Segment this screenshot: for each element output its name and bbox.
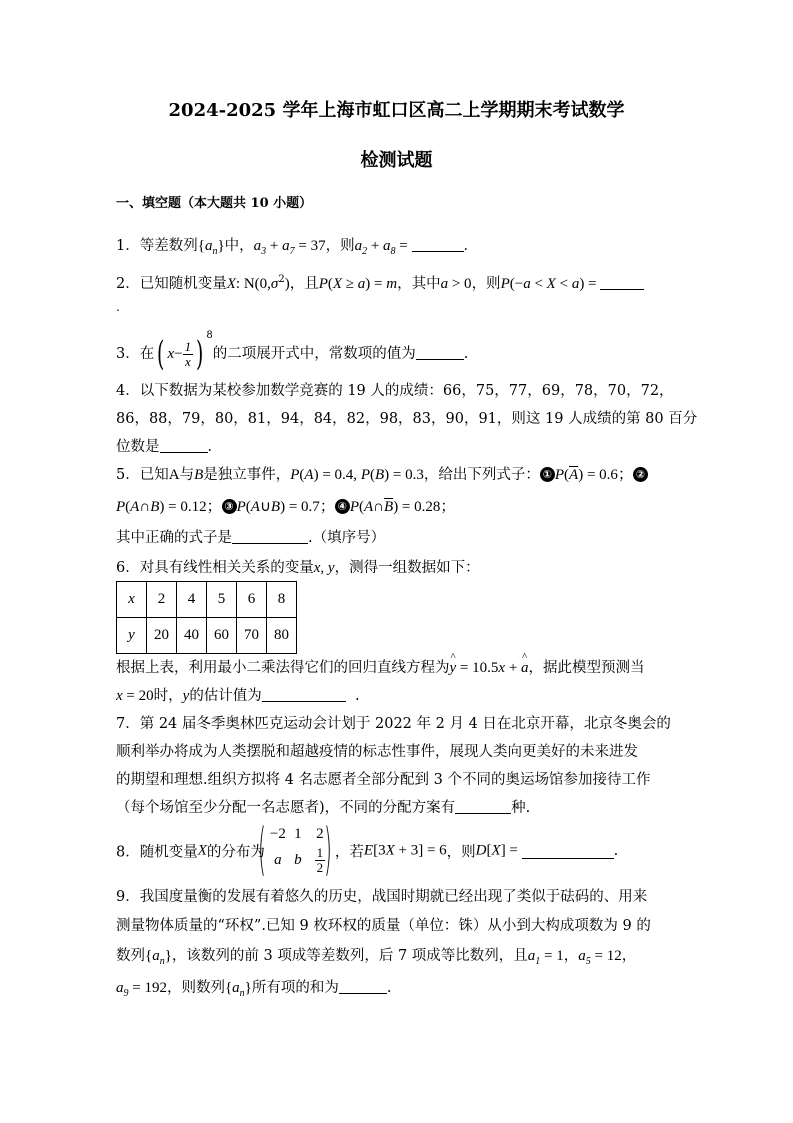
- answer-blank[interactable]: [600, 275, 644, 290]
- question-6-after2: x = 20时，y的估计值为 .: [116, 688, 360, 704]
- question-5-line2: P(A∩B) = 0.12； ③ P(A∪B) = 0.7； ④ $P(A\cap\overline{B}) = 0.28$；: [116, 499, 456, 515]
- table-cell: 5: [207, 582, 237, 618]
- table-cell: 4: [177, 582, 207, 618]
- section-heading: 一、填空题（本大题共 10 小题）: [116, 196, 313, 211]
- question-4-line3: 位数是 ．: [116, 439, 222, 455]
- question-4-line2: 86，88，79，80，81，94，84，82，98，83，90，91，则这 19 人成绩的第 80 百分: [116, 411, 698, 427]
- question-6: 6．对具有线性相关关系的变量x, y，测得一组数据如下：: [116, 560, 480, 576]
- table-cell: x: [117, 582, 147, 618]
- distribution-matrix: ( −2 1 2 a b $\frac{1}{2}$ ): [258, 817, 332, 882]
- table-cell: y: [117, 618, 147, 654]
- question-3: 3．在( x− $\frac{1}{x}$ ) $^8$的二项展开式中，常数项的值为 .: [116, 330, 469, 374]
- table-cell: 60: [207, 618, 237, 654]
- question-2: 2．已知随机变量X: $N(0,\sigma^2)$，且P(X ≥ a) = m，其中a > 0，则P(−a < X < a) =: [116, 272, 644, 293]
- table-cell: 80: [267, 618, 297, 654]
- question-9-line1: 9．我国度量衡的发展有着悠久的历史，战国时期就已经出现了类似于砝码的、用来: [116, 889, 648, 905]
- exam-title: 2024-2025 学年上海市虹口区高二上学期期末考试数学: [168, 100, 625, 121]
- data-table: [116, 581, 297, 654]
- answer-blank[interactable]: [339, 979, 387, 994]
- table-cell: 6: [237, 582, 267, 618]
- question-6-after1: 根据上表，利用最小二乘法得它们的回归直线方程为^ y = 10.5x + ^ a，据此模型预测当: [116, 656, 645, 677]
- question-2-tail: .: [116, 300, 120, 314]
- answer-blank[interactable]: [522, 844, 614, 859]
- answer-blank[interactable]: [455, 799, 511, 814]
- question-7-line3: 的期望和理想.组织方拟将 4 名志愿者全部分配到 3 个不同的奥运场馆参加接待工作: [116, 772, 651, 788]
- answer-blank[interactable]: [412, 237, 464, 252]
- exam-subtitle: 检测试题: [360, 150, 433, 171]
- question-7-line2: 顺利举办将成为人类摆脱和超越疫情的标志性事件，展现人类向更美好的未来进发: [116, 744, 638, 760]
- question-7-line1: 7．第 24 届冬季奥林匹克运动会计划于 2022 年 2 月 4 日在北京开幕，北京冬奥会的: [116, 716, 671, 732]
- table-cell: 70: [237, 618, 267, 654]
- answer-blank[interactable]: [232, 529, 308, 544]
- answer-blank[interactable]: [160, 438, 208, 453]
- table-row: [117, 582, 297, 618]
- answer-blank[interactable]: [416, 345, 464, 360]
- question-1: 1．等差数列$\{a_n\}$中，$a_3 + a_7 = 37$，则$a_2 + a_8$ = ．: [116, 238, 479, 257]
- table-cell: 40: [177, 618, 207, 654]
- answer-blank[interactable]: [262, 687, 346, 702]
- question-9-line4: $a_9 = 192$，则数列$\{a_n\}$所有项的和为 .: [116, 980, 392, 999]
- question-9-line3: 数列$\{a_n\}$，该数列的前 3 项成等差数列，后 7 项成等比数列，且$a_1 = 1$，$a_5 = 12$，: [116, 948, 637, 967]
- question-5-line1: 5．已知A与B是独立事件，P(A) = 0.4, P(B) = 0.3，给出下列式子： ① $P(\overline{A}) = 0.6$； ②: [116, 463, 648, 484]
- question-9-line2: 测量物体质量的“环权”.已知 9 枚环权的质量（单位：铢）从小到大构成项数为 9 的: [116, 918, 651, 934]
- table-cell: 2: [147, 582, 177, 618]
- table-cell: 8: [267, 582, 297, 618]
- table-row: [117, 618, 297, 654]
- table-cell: 20: [147, 618, 177, 654]
- question-8: 8．随机变量X的分布为 ( −2 1 2 a b $\frac{1}{2}$ ) ，若E[3X + 3] = 6，则D[X] = .: [116, 817, 619, 882]
- question-4-line1: 4．以下数据为某校参加数学竞赛的 19 人的成绩：66，75，77，69，78，70，72，: [116, 383, 674, 399]
- question-5-line3: 其中正确的式子是 .（填序号）: [116, 530, 386, 546]
- question-7-line4: （每个场馆至少分配一名志愿者)，不同的分配方案有 种.: [116, 800, 531, 816]
